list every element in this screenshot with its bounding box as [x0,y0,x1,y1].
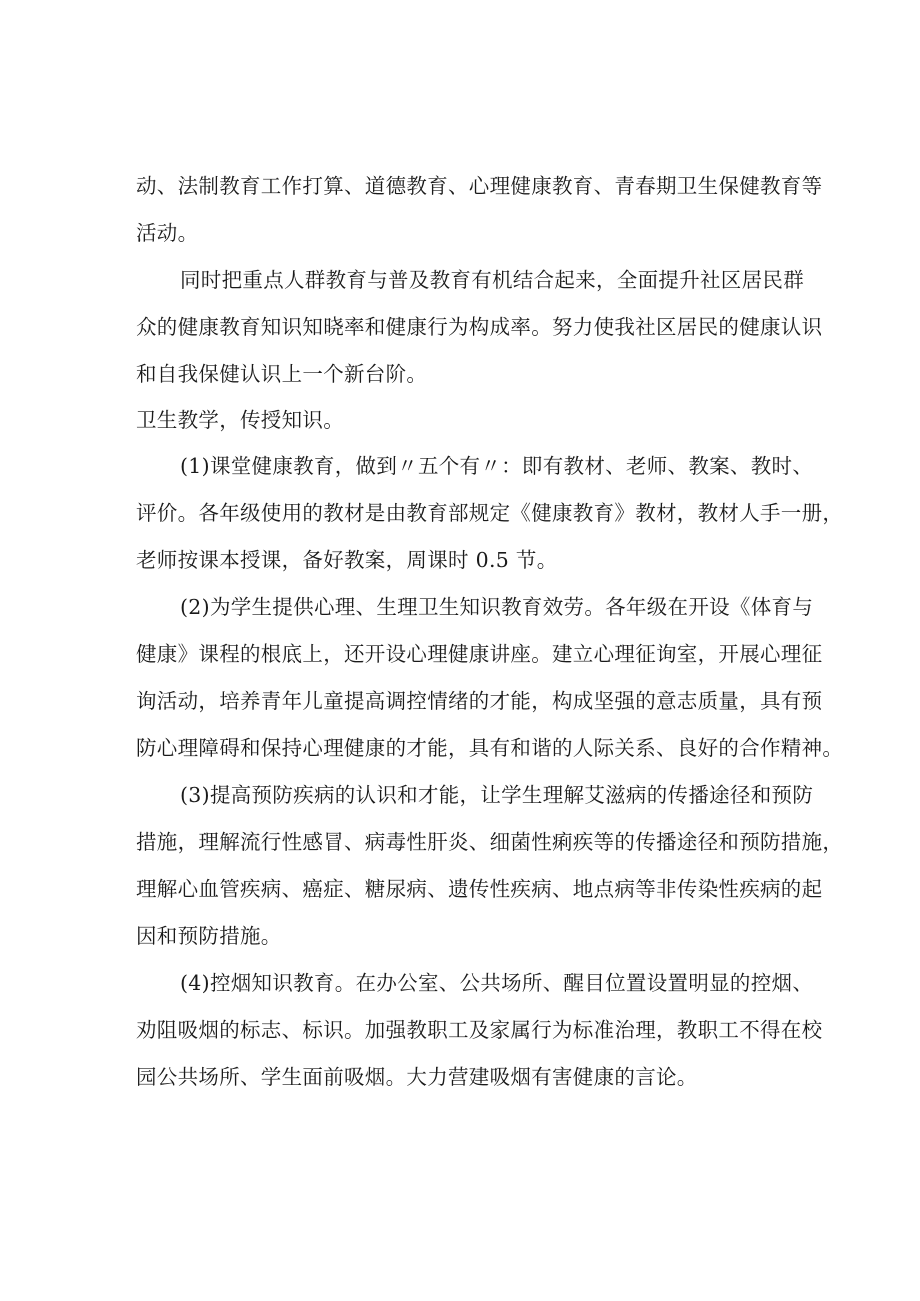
text-line: 活动。 [136,221,199,245]
paragraph-start-line: (4)控烟知识教育。在办公室、公共场所、醒目位置设置明显的控烟、 [180,971,814,995]
paragraph-start-line: (2)为学生提供心理、生理卫生知识教育效劳。各年级在开设《体育与 [180,595,814,619]
text-line: 老师按课本授课，备好教案，周课时 0.5 节。 [136,548,558,572]
text-line: 动、法制教育工作打算、道德教育、心理健康教育、青春期卫生保健教育等 [136,174,823,198]
text-line: 和自我保健认识上一个新台阶。 [136,362,428,386]
text-line: 询活动，培养青年儿童提高调控情绪的才能，构成坚强的意志质量，具有预 [136,689,823,713]
text-line: 评价。各年级使用的教材是由教育部规定《健康教育》教材，教材人手一册， [136,501,844,525]
text-line: 因和预防措施。 [136,924,282,948]
paragraph-start-line: 同时把重点人群教育与普及教育有机结合起来，全面提升社区居民群 [180,268,804,292]
section-heading: 卫生教学，传授知识。 [136,408,344,432]
text-line: 措施，理解流行性感冒、病毒性肝炎、细菌性痢疾等的传播途径和预防措施， [136,830,844,854]
paragraph-start-line: (1)课堂健康教育，做到〃五个有〃：即有教材、老师、教案、教时、 [180,454,814,478]
text-line: 理解心血管疾病、癌症、糖尿病、遗传性疾病、地点病等非传染性疾病的起 [136,877,823,901]
text-line: 众的健康教育知识知晓率和健康行为构成率。努力使我社区居民的健康认识 [136,315,823,339]
text-line: 防心理障碍和保持心理健康的才能，具有和谐的人际关系、良好的合作精神。 [136,736,844,760]
text-line: 劝阻吸烟的标志、标识。加强教职工及家属行为标准治理，教职工不得在校 [136,1018,823,1042]
paragraph-start-line: (3)提高预防疾病的认识和才能，让学生理解艾滋病的传播途径和预防 [180,783,814,807]
text-line: 健康》课程的根底上，还开设心理健康讲座。建立心理征询室，开展心理征 [136,642,823,666]
text-line: 园公共场所、学生面前吸烟。大力营建吸烟有害健康的言论。 [136,1065,698,1089]
